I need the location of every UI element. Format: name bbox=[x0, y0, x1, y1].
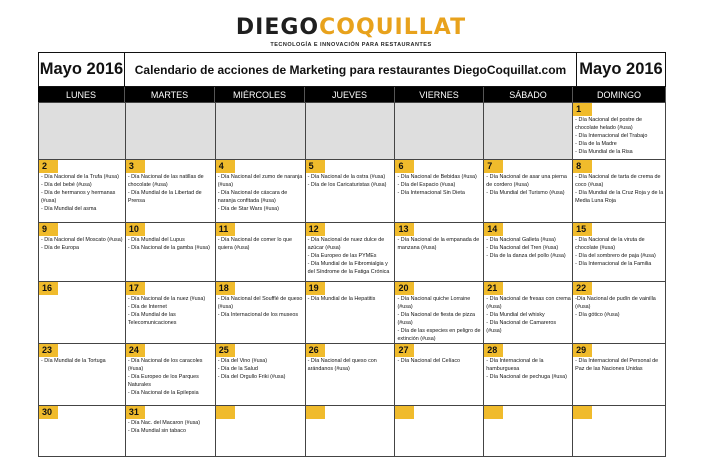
day-number: 16 bbox=[39, 282, 58, 295]
day-cell bbox=[306, 160, 396, 223]
day-number: 27 bbox=[395, 344, 414, 357]
event-item: - Día de Star Wars (#usa) bbox=[217, 205, 279, 212]
day-cell bbox=[395, 344, 484, 406]
event-item: - Día Nacional de la Epilepsia bbox=[127, 389, 199, 396]
event-list bbox=[486, 296, 571, 336]
event-item: - Día del Espacio (#usa) bbox=[397, 181, 456, 188]
day-number: 31 bbox=[126, 406, 145, 419]
event-list bbox=[397, 237, 482, 253]
event-item: - Día Nacional Galleta (#usa) bbox=[486, 237, 556, 243]
event-list bbox=[486, 237, 571, 261]
event-list bbox=[575, 296, 664, 320]
event-item: - Día Mundial sin tabaco bbox=[127, 427, 186, 434]
event-item: - Día de hermanos y hermanas (#usa) bbox=[41, 189, 116, 204]
event-list bbox=[308, 296, 394, 304]
event-list bbox=[128, 358, 214, 398]
weekday-3: JUEVES bbox=[305, 87, 395, 102]
day-cell bbox=[395, 160, 484, 223]
day-cell bbox=[39, 282, 126, 344]
event-item: - Día Nacional de la Trufa (#usa) bbox=[41, 174, 119, 180]
day-number: 28 bbox=[484, 344, 503, 357]
day-number: 22 bbox=[573, 282, 592, 295]
event-item: - Día Mundial del Lupus bbox=[127, 237, 185, 243]
event-item: - Día Nacional del Moscato (#usa) bbox=[41, 237, 123, 243]
event-list bbox=[41, 174, 124, 214]
event-item: - Día Nacional de Camareros (#usa) bbox=[486, 319, 557, 334]
event-list bbox=[486, 358, 571, 382]
event-item: - Día Mundial del asma bbox=[41, 205, 97, 212]
day-cell bbox=[126, 160, 216, 223]
day-number: 25 bbox=[216, 344, 235, 357]
event-item: - Día Nacional de pechuga (#usa) bbox=[486, 373, 567, 380]
calendar-title: Calendario de acciones de Marketing para restaurantes DiegoCoquillat.com bbox=[124, 52, 577, 87]
weekday-4: VIERNES bbox=[395, 87, 484, 102]
day-number: 19 bbox=[306, 282, 325, 295]
event-item: - Día Nacional de tarta de crema de coco (#usa) bbox=[575, 174, 661, 188]
day-cell bbox=[39, 344, 126, 406]
day-cell bbox=[216, 282, 306, 344]
day-number: 13 bbox=[395, 223, 414, 236]
event-item: - Día Nacional de Bebidas (#usa) bbox=[397, 174, 477, 180]
day-cell bbox=[395, 406, 484, 457]
day-number: 23 bbox=[39, 344, 58, 357]
event-item: - Día Mundial del Turismo (#usa) bbox=[486, 189, 565, 196]
empty-day-cell bbox=[216, 103, 306, 160]
day-cell bbox=[216, 344, 306, 406]
event-item: - Día de la Madre bbox=[575, 140, 617, 147]
day-number: 14 bbox=[484, 223, 503, 236]
weekday-2: MIÉRCOLES bbox=[215, 87, 305, 102]
day-number: 24 bbox=[126, 344, 145, 357]
event-item: - Día Mundial de la Cruz Roja y de la Media Luna Roja bbox=[575, 189, 664, 204]
event-list bbox=[218, 174, 304, 214]
day-cell bbox=[573, 344, 666, 406]
event-item: - Día Nacional de la empanada de manzana (#usa) bbox=[397, 237, 480, 251]
event-item: - Día Internacional del Trabajo bbox=[575, 132, 648, 139]
day-number: 17 bbox=[126, 282, 145, 295]
event-item: - Día Nacional de los caracoles (#usa) bbox=[127, 358, 203, 372]
day-cell bbox=[216, 223, 306, 282]
event-list bbox=[308, 358, 394, 374]
day-number: 20 bbox=[395, 282, 414, 295]
event-list bbox=[128, 296, 214, 328]
day-number: 21 bbox=[484, 282, 503, 295]
day-cell bbox=[126, 406, 216, 457]
event-item: - Día de las especies en peligro de extinción (#usa) bbox=[397, 327, 481, 342]
event-item: - Día Internacional de la Familia bbox=[575, 260, 652, 267]
event-item: - Día Mundial de la Libertad de Prensa bbox=[127, 189, 202, 204]
event-item: - Día Internacional Sin Dieta bbox=[397, 189, 465, 196]
event-item: - Día Nacional de asar una pierna de cordero (#usa) bbox=[486, 174, 567, 188]
event-list bbox=[397, 296, 482, 343]
event-item: - Día Nacional del Soufflé de queso (#usa) bbox=[217, 296, 303, 310]
weekday-header bbox=[38, 87, 666, 102]
event-item: - Día del Orgullo Friki (#usa) bbox=[217, 373, 286, 380]
event-list bbox=[128, 174, 214, 206]
event-item: - Día Nacional del Celíaco bbox=[397, 358, 461, 364]
day-cell bbox=[126, 344, 216, 406]
logo-part-1: DIEGO bbox=[235, 15, 320, 40]
weekday-1: MARTES bbox=[125, 87, 215, 102]
day-cell bbox=[484, 282, 573, 344]
day-cell bbox=[306, 282, 396, 344]
day-cell bbox=[216, 406, 306, 457]
event-item: - Día Mundial de la Risa bbox=[575, 148, 633, 155]
day-cell bbox=[306, 344, 396, 406]
day-number: 18 bbox=[216, 282, 235, 295]
week-row bbox=[39, 406, 666, 457]
event-item: -Día Nacional de pudín de vainilla (#usa) bbox=[575, 296, 656, 310]
day-number: 3 bbox=[126, 160, 145, 173]
event-item: - Día Nacional del zumo de naranja (#usa) bbox=[217, 174, 303, 188]
event-item: - Día Internacional del Personal de Paz de las Naciones Unidas bbox=[575, 358, 659, 372]
event-item: - Día de la Salud bbox=[217, 365, 258, 372]
day-number: 11 bbox=[216, 223, 235, 236]
day-number: 7 bbox=[484, 160, 503, 173]
day-cell bbox=[573, 160, 666, 223]
empty-day-cell bbox=[306, 103, 396, 160]
event-item: - Día Nacional de la ostra (#usa) bbox=[307, 174, 386, 180]
event-item: - Día de la danza del pollo (#usa) bbox=[486, 252, 566, 259]
event-item: - Día Nacional de cáscara de naranja confitada (#usa) bbox=[217, 189, 288, 204]
day-cell bbox=[126, 223, 216, 282]
day-cell bbox=[306, 406, 396, 457]
week-row bbox=[39, 344, 666, 406]
empty-day-cell bbox=[484, 103, 573, 160]
brand-logo bbox=[0, 16, 702, 48]
event-list bbox=[575, 174, 664, 206]
event-item: - Día Mundial de la Tortuga bbox=[41, 358, 106, 364]
event-list bbox=[218, 237, 304, 253]
day-number: 26 bbox=[306, 344, 325, 357]
week-row bbox=[39, 160, 666, 223]
day-number: 2 bbox=[39, 160, 58, 173]
event-item: - Día Nacional del queso con arándanos (#usa) bbox=[307, 358, 377, 372]
event-item: - Día Nacional quiche Lorraine (#usa) bbox=[397, 296, 471, 310]
calendar-grid bbox=[38, 102, 666, 457]
event-list bbox=[397, 358, 482, 366]
event-item: - Día Nac. del Macaron (#usa) bbox=[127, 420, 201, 426]
event-list bbox=[575, 117, 664, 157]
event-item: - Día de Internet bbox=[127, 303, 167, 310]
event-list bbox=[308, 174, 394, 190]
weekday-6: DOMINGO bbox=[573, 87, 666, 102]
day-cell bbox=[573, 282, 666, 344]
event-list bbox=[218, 358, 304, 382]
day-cell bbox=[39, 406, 126, 457]
week-row bbox=[39, 103, 666, 160]
day-number: 9 bbox=[39, 223, 58, 236]
event-item: - Día gótico (#usa) bbox=[575, 311, 620, 318]
event-item: - Día del bebé (#usa) bbox=[41, 181, 92, 188]
event-list bbox=[575, 358, 664, 374]
day-cell bbox=[484, 223, 573, 282]
event-item: - Día Nacional de fiesta de pizza (#usa) bbox=[397, 311, 476, 326]
day-number bbox=[395, 406, 414, 419]
week-row bbox=[39, 223, 666, 282]
day-number: 6 bbox=[395, 160, 414, 173]
event-item: - Día de Europa bbox=[41, 244, 80, 251]
event-item: - Día Internacional de la hamburguesa bbox=[486, 358, 544, 372]
week-row bbox=[39, 282, 666, 344]
month-label-left: Mayo 2016 bbox=[38, 52, 125, 87]
day-number: 29 bbox=[573, 344, 592, 357]
event-list bbox=[486, 174, 571, 198]
day-number: 8 bbox=[573, 160, 592, 173]
event-item: - Día Nacional de la nuez (#usa) bbox=[127, 296, 206, 302]
event-list bbox=[218, 296, 304, 320]
event-item: - Día Mundial de la Fibromialgia y del Síndrome de la Fatiga Crónica bbox=[307, 260, 390, 275]
event-list bbox=[128, 420, 214, 436]
event-item: - Día Europeo de las PYMEs bbox=[307, 252, 377, 259]
day-number: 4 bbox=[216, 160, 235, 173]
event-item: - Día Nacional del Tren (#usa) bbox=[486, 244, 559, 251]
logo-tagline: TECNOLOGÍA E INNOVACIÓN PARA RESTAURANTES bbox=[270, 42, 432, 48]
empty-day-cell bbox=[395, 103, 484, 160]
day-number bbox=[216, 406, 235, 419]
day-number: 10 bbox=[126, 223, 145, 236]
event-item: - Día Nacional del postre de chocolate helado (#usa) bbox=[575, 117, 642, 131]
day-cell bbox=[573, 223, 666, 282]
day-cell bbox=[395, 223, 484, 282]
day-cell bbox=[484, 160, 573, 223]
event-item: - Día del sombrero de paja (#usa) bbox=[575, 252, 656, 259]
day-number: 30 bbox=[39, 406, 58, 419]
event-item: - Día Nacional de las natillas de chocolate (#usa) bbox=[127, 174, 204, 188]
event-list bbox=[308, 237, 394, 277]
event-item: - Día Nacional de fresas con crema (#usa) bbox=[486, 296, 571, 310]
month-label-right: Mayo 2016 bbox=[576, 52, 666, 87]
day-cell bbox=[216, 160, 306, 223]
event-item: - Día del Vino (#usa) bbox=[217, 358, 268, 364]
event-item: - Día de los Caricaturistas (#usa) bbox=[307, 181, 387, 188]
event-item: - Día Europeo de los Parques Naturales bbox=[127, 373, 199, 388]
event-item: - Día Nacional de nuez dulce de azúcar (#usa) bbox=[307, 237, 385, 251]
event-list bbox=[41, 358, 124, 366]
day-number: 12 bbox=[306, 223, 325, 236]
day-number bbox=[484, 406, 503, 419]
event-item: - Día Mundial de las Telecomunicaciones bbox=[127, 311, 177, 326]
day-cell bbox=[484, 344, 573, 406]
event-item: - Día Mundial del whisky bbox=[486, 311, 545, 318]
event-list bbox=[575, 237, 664, 269]
day-number: 5 bbox=[306, 160, 325, 173]
logo-part-2: COQUILLAT bbox=[319, 15, 467, 40]
day-number bbox=[573, 406, 592, 419]
day-cell bbox=[573, 103, 666, 160]
day-number: 15 bbox=[573, 223, 592, 236]
day-cell bbox=[395, 282, 484, 344]
event-item: - Día Nacional de la gamba (#usa) bbox=[127, 244, 210, 251]
empty-day-cell bbox=[126, 103, 216, 160]
day-cell bbox=[484, 406, 573, 457]
event-item: - Día Internacional de los museos bbox=[217, 311, 299, 318]
event-item: - Día Nacional de comer lo que quiera (#usa) bbox=[217, 237, 293, 251]
empty-day-cell bbox=[39, 103, 126, 160]
event-item: - Día Mundial de la Hepatitis bbox=[307, 296, 376, 302]
day-cell bbox=[39, 223, 126, 282]
day-number: 1 bbox=[573, 103, 592, 116]
event-list bbox=[41, 237, 124, 253]
weekday-0: LUNES bbox=[38, 87, 125, 102]
event-list bbox=[128, 237, 214, 253]
day-number bbox=[306, 406, 325, 419]
event-item: - Día Nacional de la viruta de chocolate (#usa) bbox=[575, 237, 645, 251]
weekday-5: SÁBADO bbox=[484, 87, 573, 102]
day-cell bbox=[39, 160, 126, 223]
day-cell bbox=[126, 282, 216, 344]
event-list bbox=[397, 174, 482, 198]
day-cell bbox=[306, 223, 396, 282]
day-cell bbox=[573, 406, 666, 457]
